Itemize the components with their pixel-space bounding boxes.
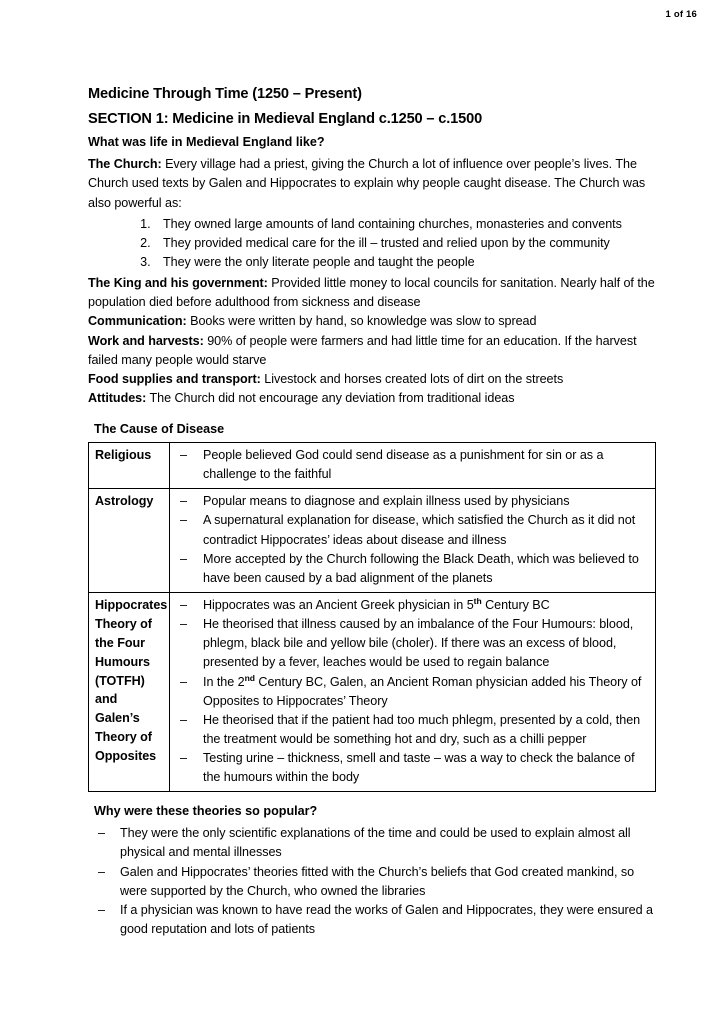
- table-bullet-list: [174, 446, 649, 484]
- paragraph-label: The King and his government:: [88, 276, 268, 291]
- table-row: [89, 489, 656, 593]
- paragraph-text-church: Every village had a priest, giving the Church a lot of influence over people’s lives. The Church used texts by Galen and Hippocrates to explain why people caught disease. The Church was also powerful as:: [88, 157, 646, 210]
- church-powers-list: [88, 215, 656, 272]
- list-item: – Testing urine – thickness, smell and taste – was a way to check the balance of the humours within the body: [174, 749, 649, 787]
- list-item: – He theorised that if the patient had too much phlegm, presented by a cold, then the treatment would be something hot and dry, such as a chilli pepper: [174, 711, 649, 749]
- paragraph-text: The Church did not encourage any deviation from traditional ideas: [146, 391, 515, 405]
- paragraph-label: Attitudes:: [88, 391, 147, 405]
- heading-cause-of-disease: The Cause of Disease: [94, 422, 225, 437]
- list-item: – He theorised that illness caused by an imbalance of the Four Humours: blood, phlegm, black bile and yellow bile (choler). If there was an excess of blood, presented by a fever, leaches would be used to regain balance: [174, 615, 649, 672]
- paragraph-label-church: The Church:: [88, 157, 162, 172]
- list-item: – People believed God could send disease as a punishment for sin or as a challenge to the faithful: [174, 446, 649, 484]
- paragraph-label: Communication:: [88, 314, 187, 329]
- list-item: – If a physician was known to have read the works of Galen and Hippocrates, they were ensured a good reputation and lots of patients: [94, 901, 656, 939]
- paragraph-text: 90% of people were farmers and had little time for an education. If the harvest failed many people would starve: [88, 333, 637, 367]
- list-item: 1. They owned large amounts of land containing churches, monasteries and convents: [154, 215, 656, 234]
- subheading-medieval-life: What was life in Medieval England like?: [88, 135, 325, 150]
- table-cell-label: Hippocrates Theory of the Four Humours (TOTFH) and Galen’s Theory of Opposites: [89, 593, 170, 792]
- heading-why-popular: Why were these theories so popular?: [94, 804, 318, 819]
- list-item: – Popular means to diagnose and explain illness used by physicians: [174, 492, 649, 511]
- document-title: Medicine Through Time (1250 – Present): [88, 86, 362, 102]
- paragraph-text: Books were written by hand, so knowledge was slow to spread: [186, 314, 537, 329]
- list-item: – A supernatural explanation for disease, which satisfied the Church as it did not contradict Hippocrates’ ideas about disease and illness: [174, 511, 649, 549]
- list-item: – They were the only scientific explanations of the time and could be used to explain almost all physical and mental illnesses: [94, 824, 656, 862]
- table-cell-content: [170, 593, 656, 792]
- page-number-text: 1 of 16: [665, 9, 697, 20]
- cause-of-disease-table: [88, 442, 656, 792]
- paragraph-text: Livestock and horses created lots of dirt on the streets: [260, 371, 564, 386]
- paragraph-label: Work and harvests:: [88, 333, 204, 348]
- document-body: [88, 86, 656, 939]
- paragraph-work-harvests: [88, 332, 656, 370]
- spacer: [88, 408, 656, 421]
- list-item: 2. They provided medical care for the ill – trusted and relied upon by the community: [154, 234, 656, 253]
- paragraph-the-church: [88, 155, 656, 212]
- table-cell-content: [170, 443, 656, 489]
- paragraph-king-government: [88, 274, 656, 312]
- list-item: – In the 2nd Century BC, Galen, an Ancient Roman physician added his Theory of Opposites to Hippocrates’ Theory: [174, 673, 649, 711]
- paragraph-communication: [88, 312, 656, 331]
- list-item: – Galen and Hippocrates’ theories fitted with the Church’s beliefs that God created mankind, so were supported by the Church, who owned the libraries: [94, 863, 656, 901]
- paragraph-text: Provided little money to local councils for sanitation. Nearly half of the population died before adulthood from sickness and disease: [88, 276, 655, 310]
- list-item: – More accepted by the Church following the Black Death, which was believed to have been caused by a bad alignment of the planets: [174, 550, 649, 588]
- table-cell-label: Astrology: [89, 489, 170, 593]
- paragraph-food-transport: [88, 370, 656, 389]
- table-cell-label: Religious: [89, 443, 170, 489]
- table-row: [89, 443, 656, 489]
- why-popular-list: [88, 824, 656, 939]
- section-heading: SECTION 1: Medicine in Medieval England c.1250 – c.1500: [88, 111, 483, 128]
- list-item: 3. They were the only literate people and taught the people: [154, 253, 656, 272]
- table-row: [89, 593, 656, 792]
- paragraph-label: Food supplies and transport:: [88, 371, 261, 386]
- table-cell-content: [170, 489, 656, 593]
- list-item: – Hippocrates was an Ancient Greek physician in 5th Century BC: [174, 596, 649, 615]
- paragraph-attitudes: [88, 389, 656, 408]
- page-number-indicator: [666, 9, 698, 20]
- table-bullet-list: [174, 492, 649, 588]
- table-bullet-list: [174, 596, 649, 787]
